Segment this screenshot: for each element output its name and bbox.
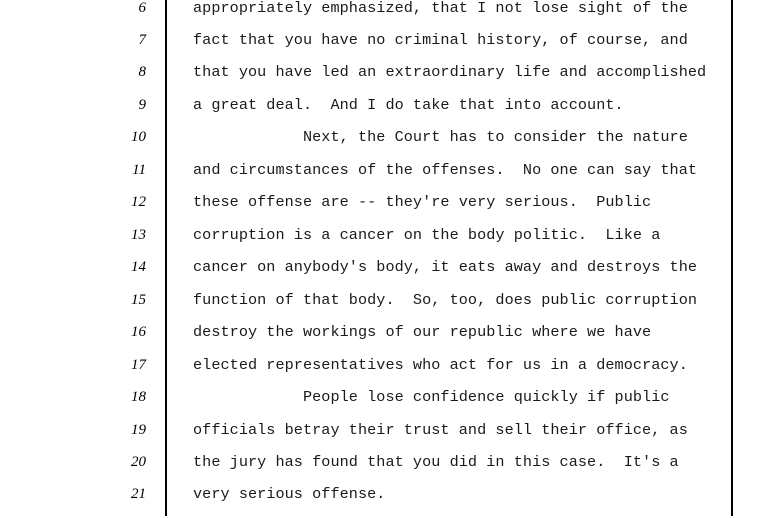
transcript-line (0, 324, 780, 356)
transcript-line (0, 422, 780, 454)
line-number: 10 (131, 129, 146, 145)
transcript-line (0, 97, 780, 129)
line-text: these offense are -- they're very serious. Public (193, 193, 652, 211)
transcript-line (0, 292, 780, 324)
line-text: elected representatives who act for us in a democracy. (193, 356, 688, 374)
line-number: 17 (131, 357, 146, 373)
line-number: 13 (131, 227, 146, 243)
line-text: very serious offense. (193, 485, 386, 503)
line-text: a great deal. And I do take that into account. (193, 96, 624, 114)
line-number: 6 (138, 0, 146, 16)
line-text: function of that body. So, too, does public corruption (193, 291, 698, 309)
transcript-line (0, 357, 780, 389)
transcript-line (0, 227, 780, 259)
transcript-line (0, 454, 780, 486)
transcript-line (0, 64, 780, 96)
transcript-line (0, 0, 780, 32)
transcript-line (0, 389, 780, 421)
line-text: destroy the workings of our republic where we have (193, 323, 652, 341)
line-number: 12 (131, 194, 146, 210)
transcript-line (0, 32, 780, 64)
transcript-line (0, 259, 780, 291)
line-number: 11 (132, 162, 146, 178)
line-text: officials betray their trust and sell their office, as (193, 421, 688, 439)
line-number: 9 (138, 97, 146, 113)
line-number: 19 (131, 422, 146, 438)
transcript-line (0, 486, 780, 518)
line-text: fact that you have no criminal history, of course, and (193, 31, 688, 49)
line-text: and circumstances of the offenses. No one can say that (193, 161, 698, 179)
line-number: 20 (131, 454, 146, 470)
line-number: 18 (131, 389, 146, 405)
transcript-line (0, 194, 780, 226)
line-text: People lose confidence quickly if public (193, 388, 670, 406)
line-text: cancer on anybody's body, it eats away and destroys the (193, 258, 698, 276)
line-number: 7 (138, 32, 146, 48)
line-number: 16 (131, 324, 146, 340)
line-text: appropriately emphasized, that I not lose sight of the (193, 0, 688, 17)
line-text: Next, the Court has to consider the nature (193, 128, 688, 146)
line-text: the jury has found that you did in this case. It's a (193, 453, 679, 471)
line-number: 21 (131, 486, 146, 502)
line-number: 15 (131, 292, 146, 308)
transcript-line (0, 129, 780, 161)
transcript-line (0, 162, 780, 194)
line-number: 14 (131, 259, 146, 275)
line-text: that you have led an extraordinary life and accomplished (193, 63, 707, 81)
line-text: corruption is a cancer on the body politic. Like a (193, 226, 661, 244)
line-number: 8 (138, 64, 146, 80)
